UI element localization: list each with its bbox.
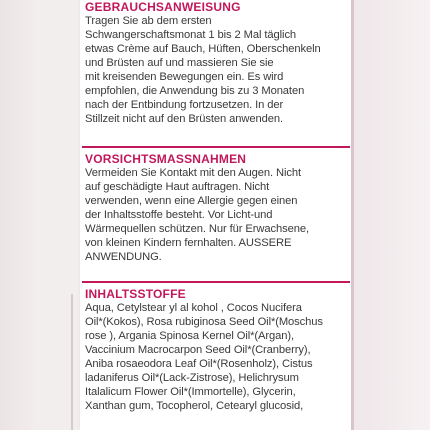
text-line: Oil*(Kokos), Rosa rubiginosa Seed Oil*(Moschus: [85, 316, 323, 328]
left-background: [0, 0, 34, 430]
text-line: verwenden, wenn eine Allergie gegen einen: [85, 195, 298, 207]
section-divider: [82, 146, 350, 148]
precautions-text: [85, 166, 347, 264]
section-divider: [82, 281, 350, 283]
text-line: Wärmequellen schützen. Nur für Erwachsene,: [85, 223, 310, 235]
text-line: auf geschädigte Haut auftragen. Nicht: [85, 181, 270, 193]
ingredients-section: [85, 287, 347, 413]
text-line: Vaccinium Macrocarpon Seed Oil*(Cranberry),: [85, 344, 311, 356]
usage-text: [85, 14, 347, 126]
text-line: Stillzeit nicht auf den Brüsten anwenden.: [85, 113, 284, 125]
text-line: ladaniferus Oil*(Lack-Zistrose), Helichrysum: [85, 372, 299, 384]
left-fold-line: [71, 294, 73, 430]
text-line: Aqua, Cetylstear yl al kohol , Cocos Nucifera: [85, 302, 302, 314]
text-line: mit kreisenden Bewegungen ein. Es wird: [85, 71, 284, 83]
text-line: etwas Crème auf Bauch, Hüften, Oberschenkeln: [85, 43, 321, 55]
ingredients-heading: INHALTSSTOFFE: [85, 287, 186, 301]
precautions-heading: VORSICHTSMASSNAHMEN: [85, 152, 247, 166]
text-line: Tragen Sie ab dem ersten: [85, 15, 212, 27]
text-line: Aniba rosaeodora Leaf Oil*(Rosenholz), Cistus: [85, 358, 313, 370]
text-line: Vermeiden Sie Kontakt mit den Augen. Nicht: [85, 167, 301, 179]
text-line: von kleinen Kindern fernhalten. AUSSERE: [85, 237, 292, 249]
usage-section: [85, 0, 347, 126]
text-line: Schwangerschaftsmonat 1 bis 2 Mal täglich: [85, 29, 297, 41]
text-line: rose ), Argania Spinosa Kernel Oil*(Argan),: [85, 330, 294, 342]
text-line: der Inhaltsstoffe besteht. Vor Licht-und: [85, 209, 273, 221]
text-line: ANWENDUNG.: [85, 251, 162, 263]
precautions-section: [85, 152, 347, 264]
text-line: nach der Entbindung fortzusetzen. In der: [85, 99, 284, 111]
text-line: empfohlen, die Anwendung bis zu 3 Monaten: [85, 85, 305, 97]
ingredients-text: [85, 301, 347, 413]
text-line: Xanthan gum, Tocopherol, Cetearyl glucosid,: [85, 400, 304, 412]
usage-heading: GEBRAUCHSANWEISUNG: [85, 0, 241, 14]
text-line: Italalicum Flower Oil*(Immortelle), Glycerin,: [85, 386, 296, 398]
text-line: und Brüsten auf und massieren Sie sie: [85, 57, 274, 69]
right-background: [354, 0, 430, 430]
